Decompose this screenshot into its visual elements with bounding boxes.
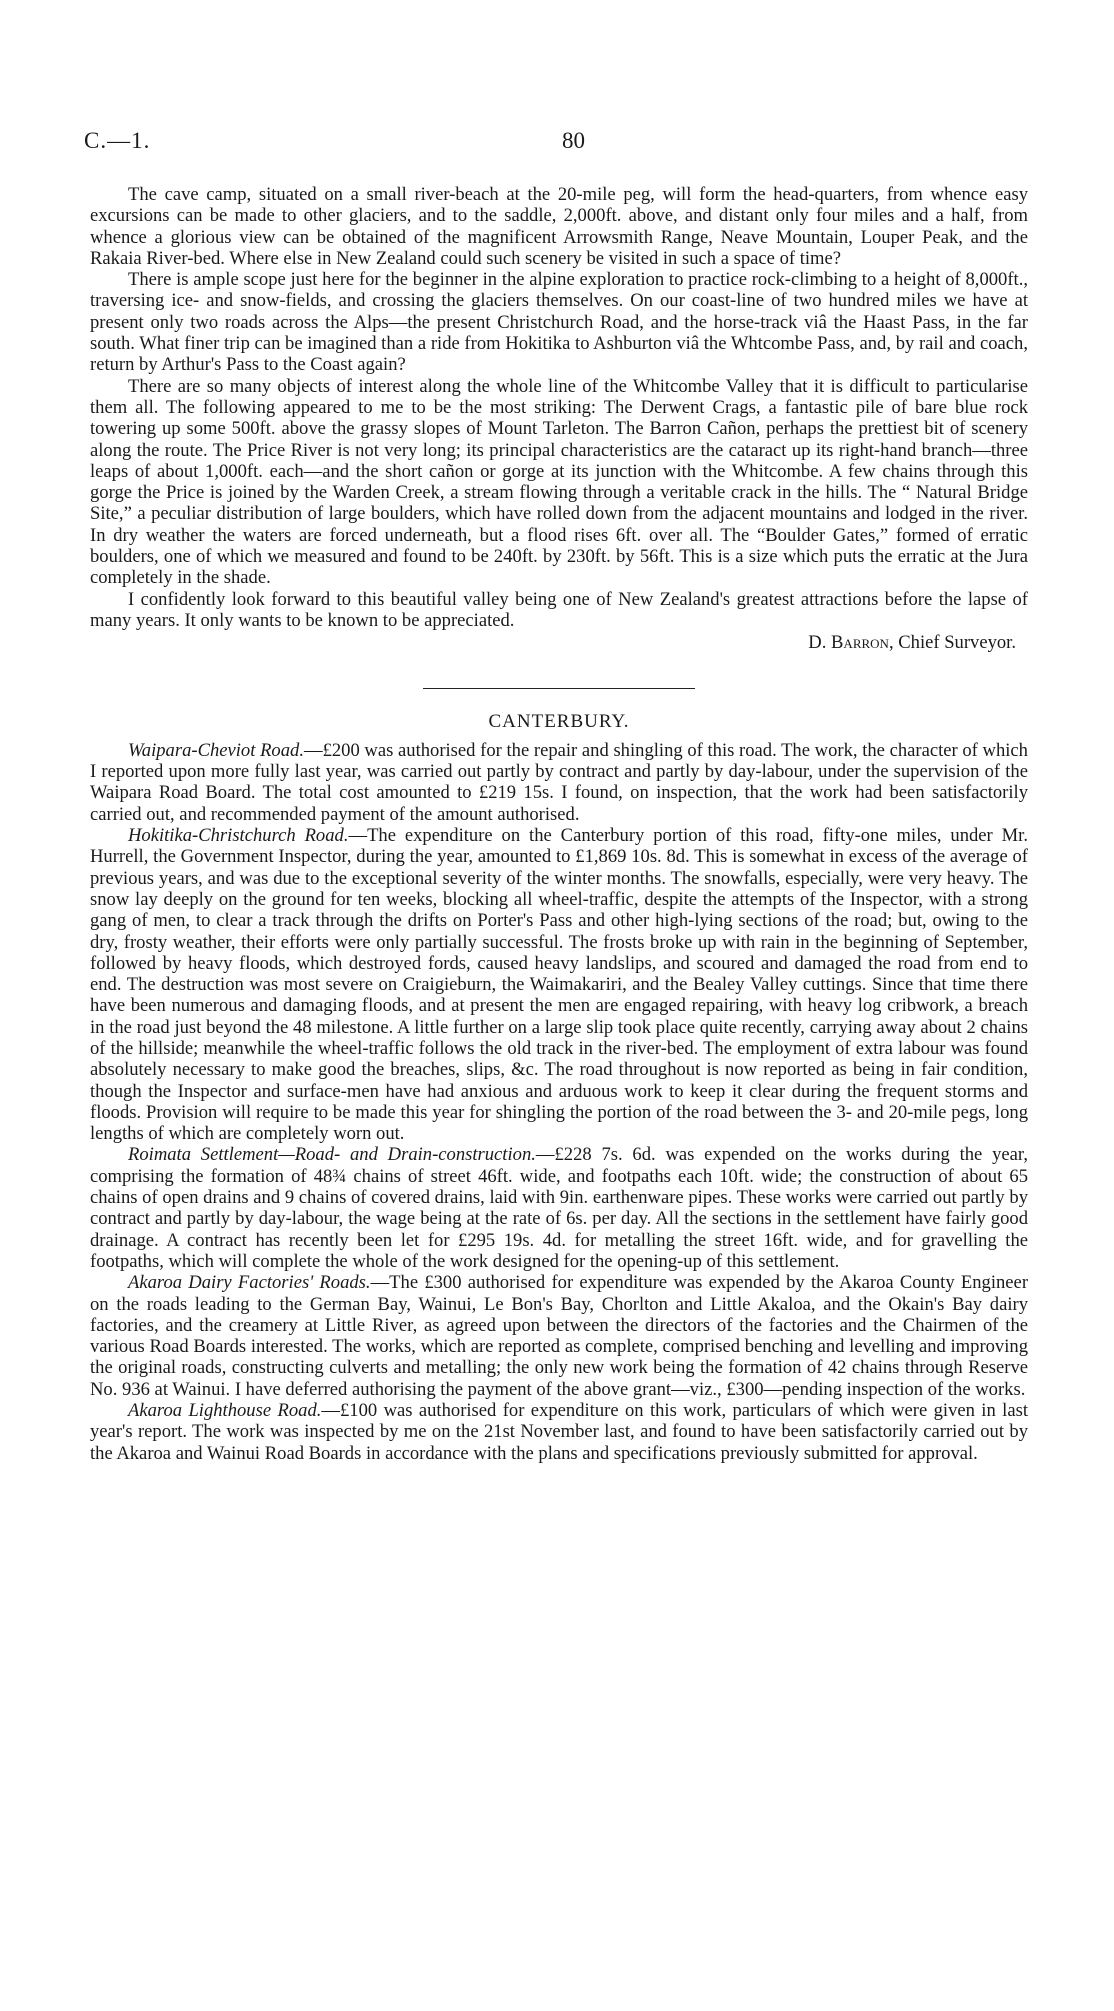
canterbury-item bbox=[90, 1400, 1028, 1464]
signature-surname: Barron bbox=[831, 632, 889, 654]
item-text: —£228 7s. 6d. was expended on the works during the year, comprising the formation of 48¾ chains of street 46ft. wide, and footpaths each 10ft. wide; the construction of about 65 chains of open drains and 9 chains of covered drains, laid with 9in. earthenware pipes. These works were carried out partly by contract and partly by day-labour, the wage being at the rate of 6s. per day. All the sections in the settlement have fairly good drainage. A contract has recently been let for £295 19s. 4d. for metalling the street 16ft. wide, and for gravelling the footpaths, which will complete the whole of the work designed for the opening-up of this settlement. bbox=[90, 1144, 1028, 1272]
canterbury-item bbox=[90, 825, 1028, 1144]
item-title: Akaroa Lighthouse Road. bbox=[128, 1400, 322, 1422]
item-text: —£100 was authorised for expenditure on this work, particulars of which were given in last year's report. The work was inspected by me on the 21st November last, and found to have been satisfactorily carried out by the Akaroa and Wainui Road Boards in accordance with the plans and specifications previously submitted for approval. bbox=[90, 1400, 1028, 1464]
item-title: Akaroa Dairy Factories' Roads. bbox=[128, 1272, 371, 1294]
document-body bbox=[90, 184, 1028, 1464]
page-number: 80 bbox=[562, 128, 585, 153]
item-text: —The expenditure on the Canterbury portion of this road, fifty-one miles, under Mr. Hurrell, the Government Inspector, during the year, amounted to £1,869 10s. 8d. This is somewhat in excess of the average of previous years, and was due to the exceptional severity of the winter months. The snowfalls, especially, were very heavy. The snow lay deeply on the ground for ten weeks, blocking all wheel-traffic, despite the attempts of the Inspector, with a strong gang of men, to clear a track through the drifts on Porter's Pass and other high-lying sections of the road; but, owing to the dry, frosty weather, their efforts were only partially successful. The frosts broke up with rain in the beginning of September, followed by heavy floods, which destroyed fords, caused heavy landslips, and scoured and damaged the road from end to end. The destruction was most severe on Craigieburn, the Waimakariri, and the Bealey Valley cuttings. Since that time there have been numerous and damaging floods, and at present the men are engaged repairing, with heavy log cribwork, a breach in the road just beyond the 48 milestone. A little further on a large slip took place quite recently, carrying away about 2 chains of the hillside; meanwhile the wheel-traffic follows the old track in the river-bed. The employment of extra labour was found absolutely necessary to make good the breaches, slips, &c. The road throughout is now reported as being in fair condition, though the Inspector and surface-men have had anxious and arduous work to keep it clear during the frequent storms and floods. Provision will require to be made this year for shingling the portion of the road between the 3- and 20-mile pegs, long lengths of which are completely worn out. bbox=[90, 825, 1028, 1145]
westland-paragraph-2: There is ample scope just here for the beginner in the alpine exploration to practice rock-climbing to a height of 8,000ft., traversing ice- and snow-fields, and crossing the glaciers themselves. On our coast-line of two hundred miles we have at present only two roads across the Alps—the present Christchurch Road, and the horse-track viâ the Haast Pass, in the far south. What finer trip can be imagined than a ride from Hokitika to Ashburton viâ the Whtcombe Pass, and, by rail and coach, return by Arthur's Pass to the Coast again? bbox=[90, 269, 1028, 376]
canterbury-item bbox=[90, 740, 1028, 825]
section-heading: CANTERBURY. bbox=[488, 710, 630, 732]
signature-title: , Chief Surveyor. bbox=[888, 632, 1016, 654]
page-header bbox=[84, 128, 1034, 168]
westland-paragraph-4: I confidently look forward to this beautiful valley being one of New Zealand's greatest attractions before the lapse of many years. It only wants to be known to be appreciated. bbox=[90, 588, 1028, 631]
item-title: Roimata Settlement—Road- and Drain-construction. bbox=[128, 1144, 536, 1166]
item-text: —£200 was authorised for the repair and shingling of this road. The work, the character of which I reported upon more fully last year, was carried out partly by contract and partly by day-labour, under the supervision of the Waipara Road Board. The total cost amounted to £219 15s. I found, on inspection, that the work had been satisfactorily carried out, and recommended payment of the amount authorised. bbox=[90, 739, 1028, 825]
canterbury-item bbox=[90, 1144, 1028, 1272]
westland-paragraph-1: The cave camp, situated on a small river-beach at the 20-mile peg, will form the head-quarters, from whence easy excursions can be made to other glaciers, and to the saddle, 2,000ft. above, and distant only four miles and a half, from whence a glorious view can be obtained of the magnificent Arrowsmith Range, Neave Mountain, Louper Peak, and the Rakaia River-bed. Where else in New Zealand could such scenery be visited in such a space of time? bbox=[90, 184, 1028, 269]
signature-initial: D. bbox=[808, 632, 832, 654]
section-divider bbox=[423, 688, 695, 689]
item-text: —The £300 authorised for expenditure was expended by the Akaroa County Engineer on the roads leading to the German Bay, Wainui, Le Bon's Bay, Chorlton and Little Akaloa, and the Okain's Bay dairy factories, and the creamery at Little River, as agreed upon between the directors of the factories and the Chairmen of the various Road Boards interested. The works, which are reported as complete, comprised benching and levelling and improving the original roads, constructing culverts and metalling; the only new work being the formation of 42 chains through Reserve No. 936 at Wainui. I have deferred authorising the payment of the above grant—viz., £300—pending inspection of the works. bbox=[90, 1272, 1029, 1400]
canterbury-item bbox=[90, 1272, 1028, 1400]
item-title: Hokitika-Christchurch Road. bbox=[128, 825, 349, 847]
item-title: Waipara-Cheviot Road. bbox=[128, 739, 304, 761]
westland-paragraph-3: There are so many objects of interest along the whole line of the Whitcombe Valley that it is difficult to particularise them all. The following appeared to me to be the most striking: The Derwent Crags, a fantastic pile of bare blue rock towering up some 500ft. above the grassy slopes of Mount Tarleton. The Barron Cañon, perhaps the prettiest bit of scenery along the route. The Price River is not very long; its principal characteristics are the cataract up its right-hand branch—three leaps of about 1,000ft. each—and the short cañon or gorge at its junction with the Whitcombe. A few chains through this gorge the Price is joined by the Warden Creek, a stream flowing through a veritable crack in the hills. The “ Natural Bridge Site,” a peculiar distribution of large boulders, which have rolled down from the adjacent mountains and lodged in the river. In dry weather the waters are forced underneath, but a flood rises 6ft. over all. The “Boulder Gates,” formed of erratic boulders, one of which we measured and found to be 240ft. by 230ft. by 56ft. This is a size which puts the erratic at the Jura completely in the shade. bbox=[90, 375, 1028, 589]
signature bbox=[90, 632, 1028, 653]
report-reference: C.—1. bbox=[84, 128, 151, 153]
